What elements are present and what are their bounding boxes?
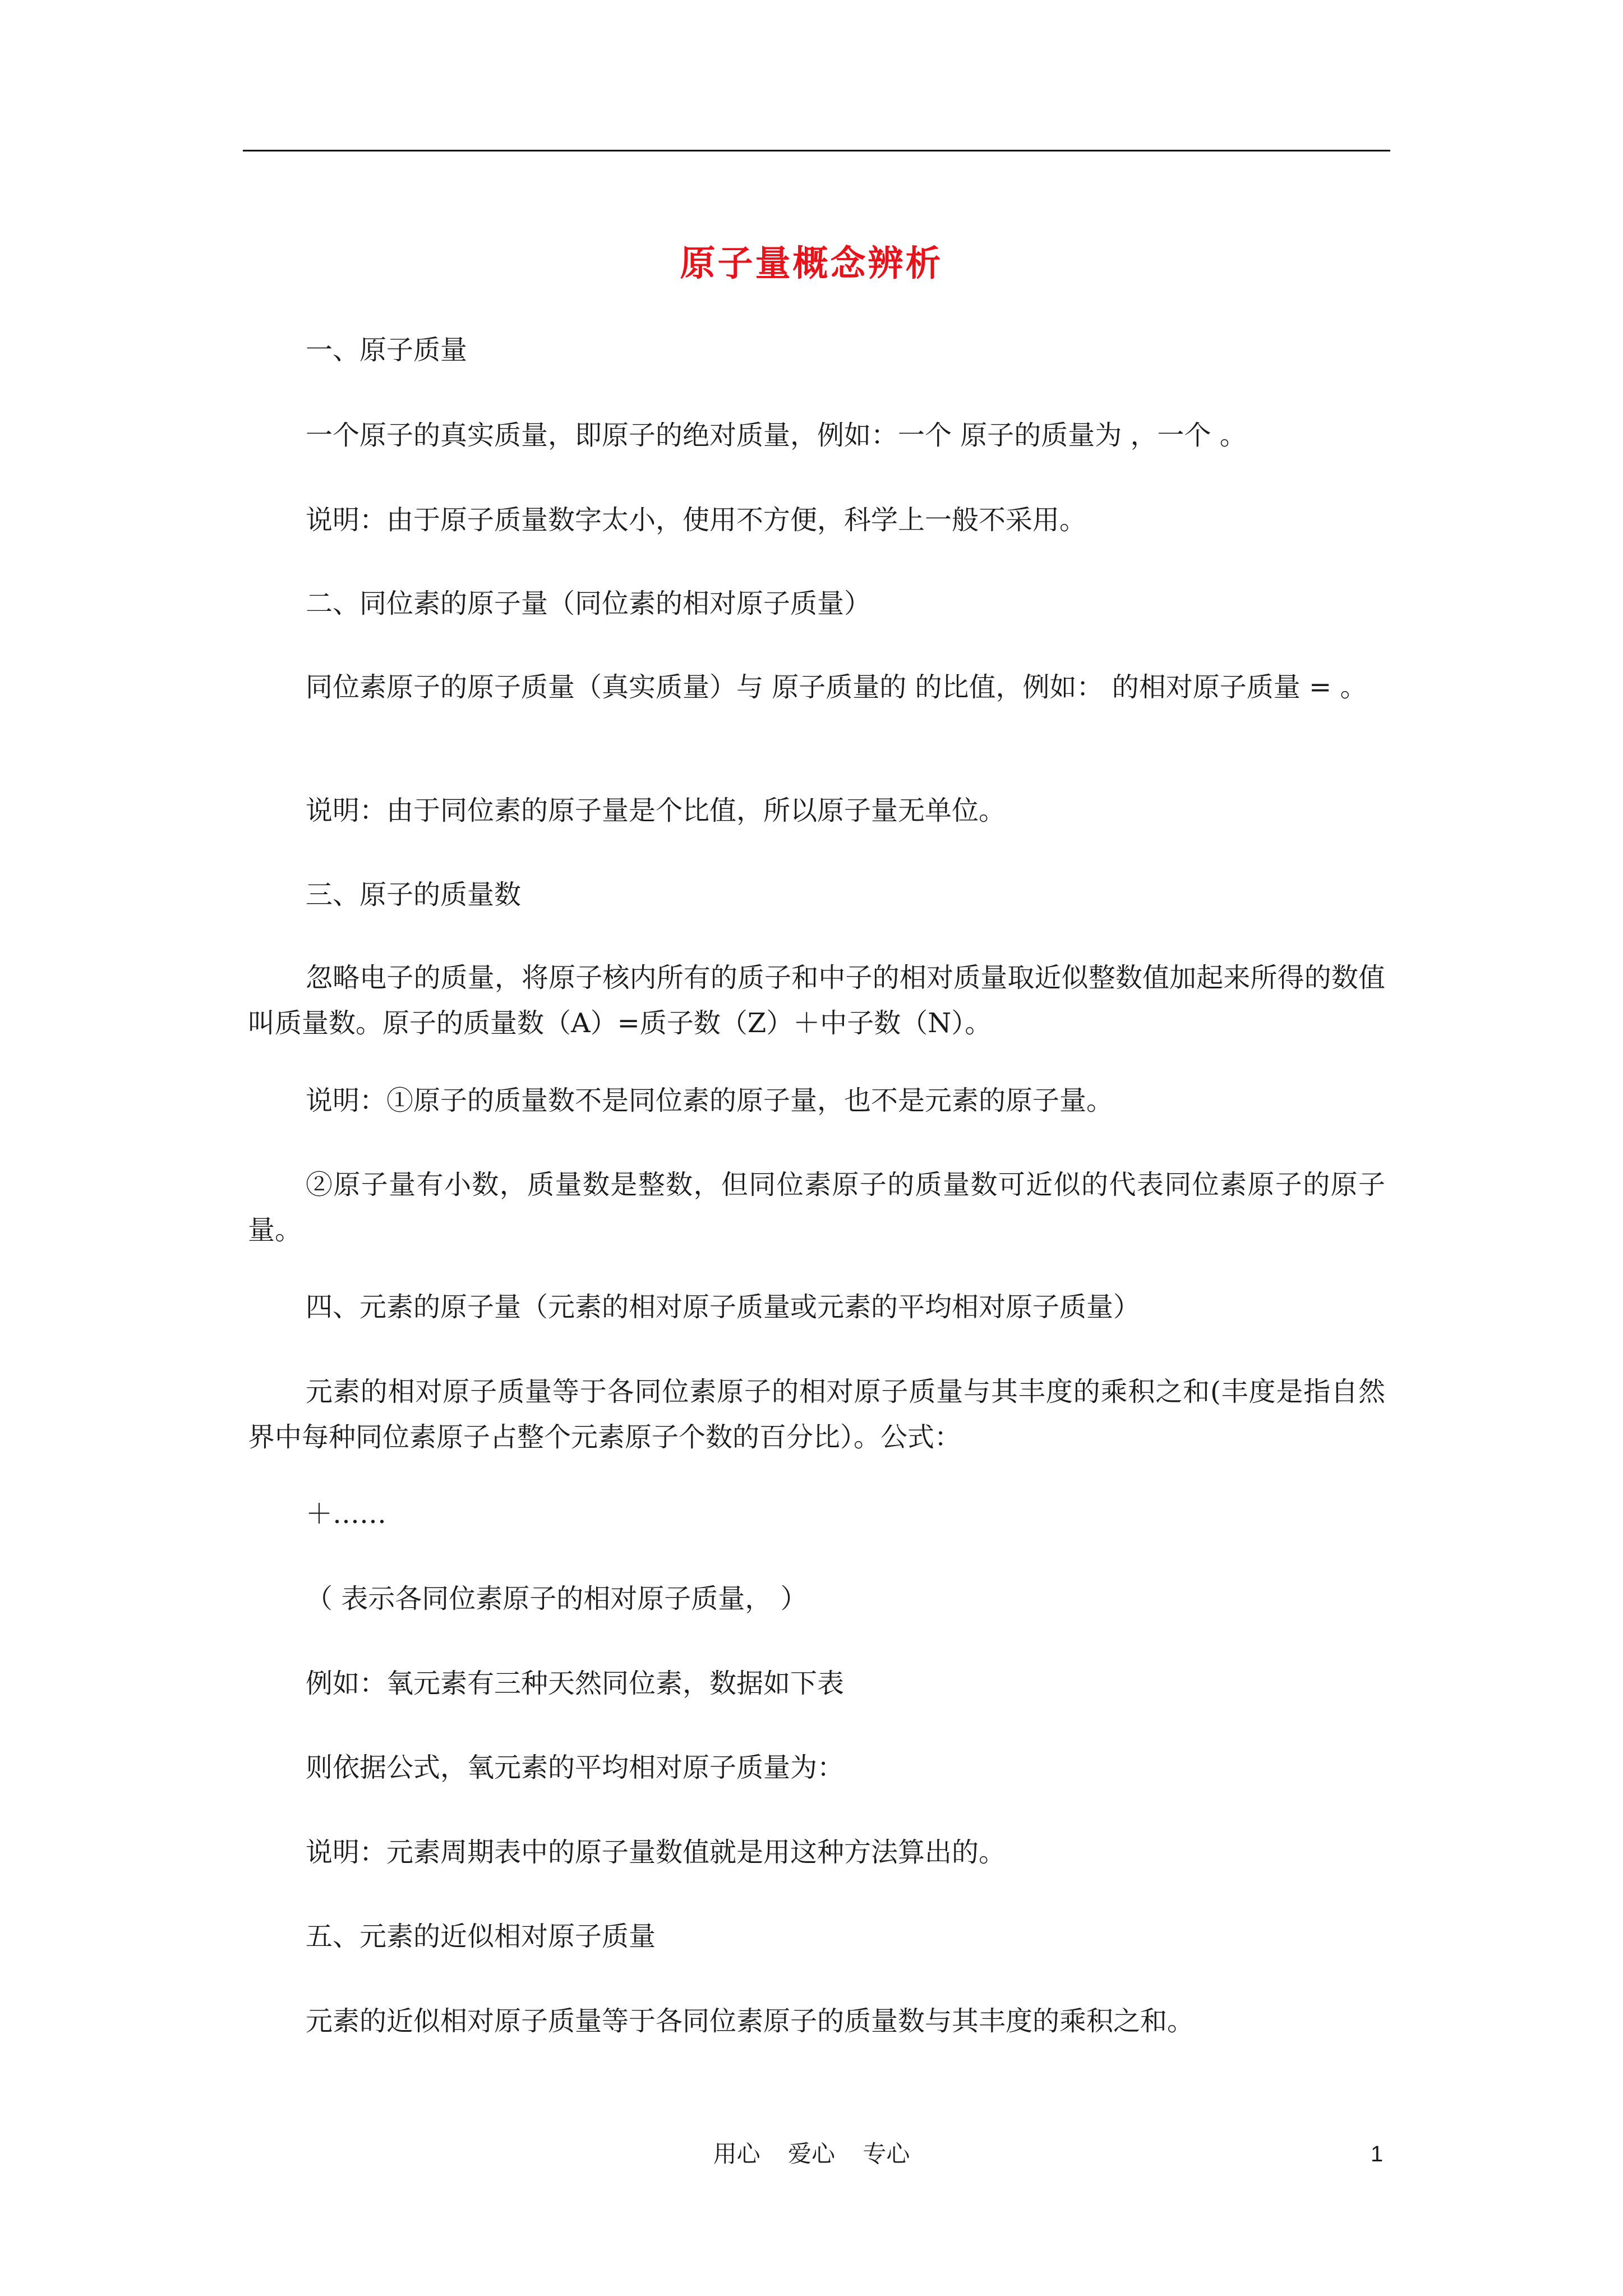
section-heading-1: 一、原子质量 [306,334,468,366]
formula-explanation: （ 表示各同位素原子的相对原子质量， ） [306,1583,808,1614]
paragraph-3-body: 忽略电子的质量，将原子核内所有的质子和中子的相对质量取近似整数值加起来所得的数值叫质量数。原子的质量数（A）=质子数（Z）＋中子数（N）。 [248,962,1385,1039]
paragraph-3-note-2: ②原子量有小数，质量数是整数，但同位素原子的质量数可近似的代表同位素原子的原子量。 [248,1169,1385,1246]
header-rule [243,150,1390,151]
section-heading-2: 二、同位素的原子量（同位素的相对原子质量） [306,588,872,619]
section-heading-3: 三、原子的质量数 [306,879,522,910]
paragraph-2-body: 同位素原子的原子质量（真实质量）与 原子质量的 的比值，例如： 的相对原子质量 = 。 [306,671,1367,703]
paragraph-4-calc: 则依据公式，氧元素的平均相对原子质量为： [306,1752,845,1783]
paragraph-4-example: 例如：氧元素有三种天然同位素，数据如下表 [306,1668,845,1699]
paragraph-5-body: 元素的近似相对原子质量等于各同位素原子的质量数与其丰度的乘积之和。 [306,2005,1195,2037]
section-heading-4: 四、元素的原子量（元素的相对原子质量或元素的平均相对原子质量） [306,1291,1141,1323]
page-number: 1 [1371,2142,1384,2166]
footer-slogan: 用心 爱心 专心 [713,2140,910,2168]
paragraph-1-body: 一个原子的真实质量，即原子的绝对质量，例如：一个 原子的质量为 ，一个 。 [306,420,1247,451]
section-heading-5: 五、元素的近似相对原子质量 [306,1921,656,1952]
paragraph-3-note-1: 说明：①原子的质量数不是同位素的原子量，也不是元素的原子量。 [306,1085,1114,1116]
paragraph-4-body: 元素的相对原子质量等于各同位素原子的相对原子质量与其丰度的乘积之和(丰度是指自然界中每种同位素原子占整个元素原子个数的百分比）。公式： [248,1376,1385,1453]
paragraph-2-note: 说明：由于同位素的原子量是个比值，所以原子量无单位。 [306,795,1006,826]
formula-line: ＋…… [306,1498,387,1530]
paragraph-4-note: 说明：元素周期表中的原子量数值就是用这种方法算出的。 [306,1837,1006,1868]
paragraph-1-note: 说明：由于原子质量数字太小，使用不方便，科学上一般不采用。 [306,504,1087,536]
page-title: 原子量概念辨析 [680,242,943,284]
